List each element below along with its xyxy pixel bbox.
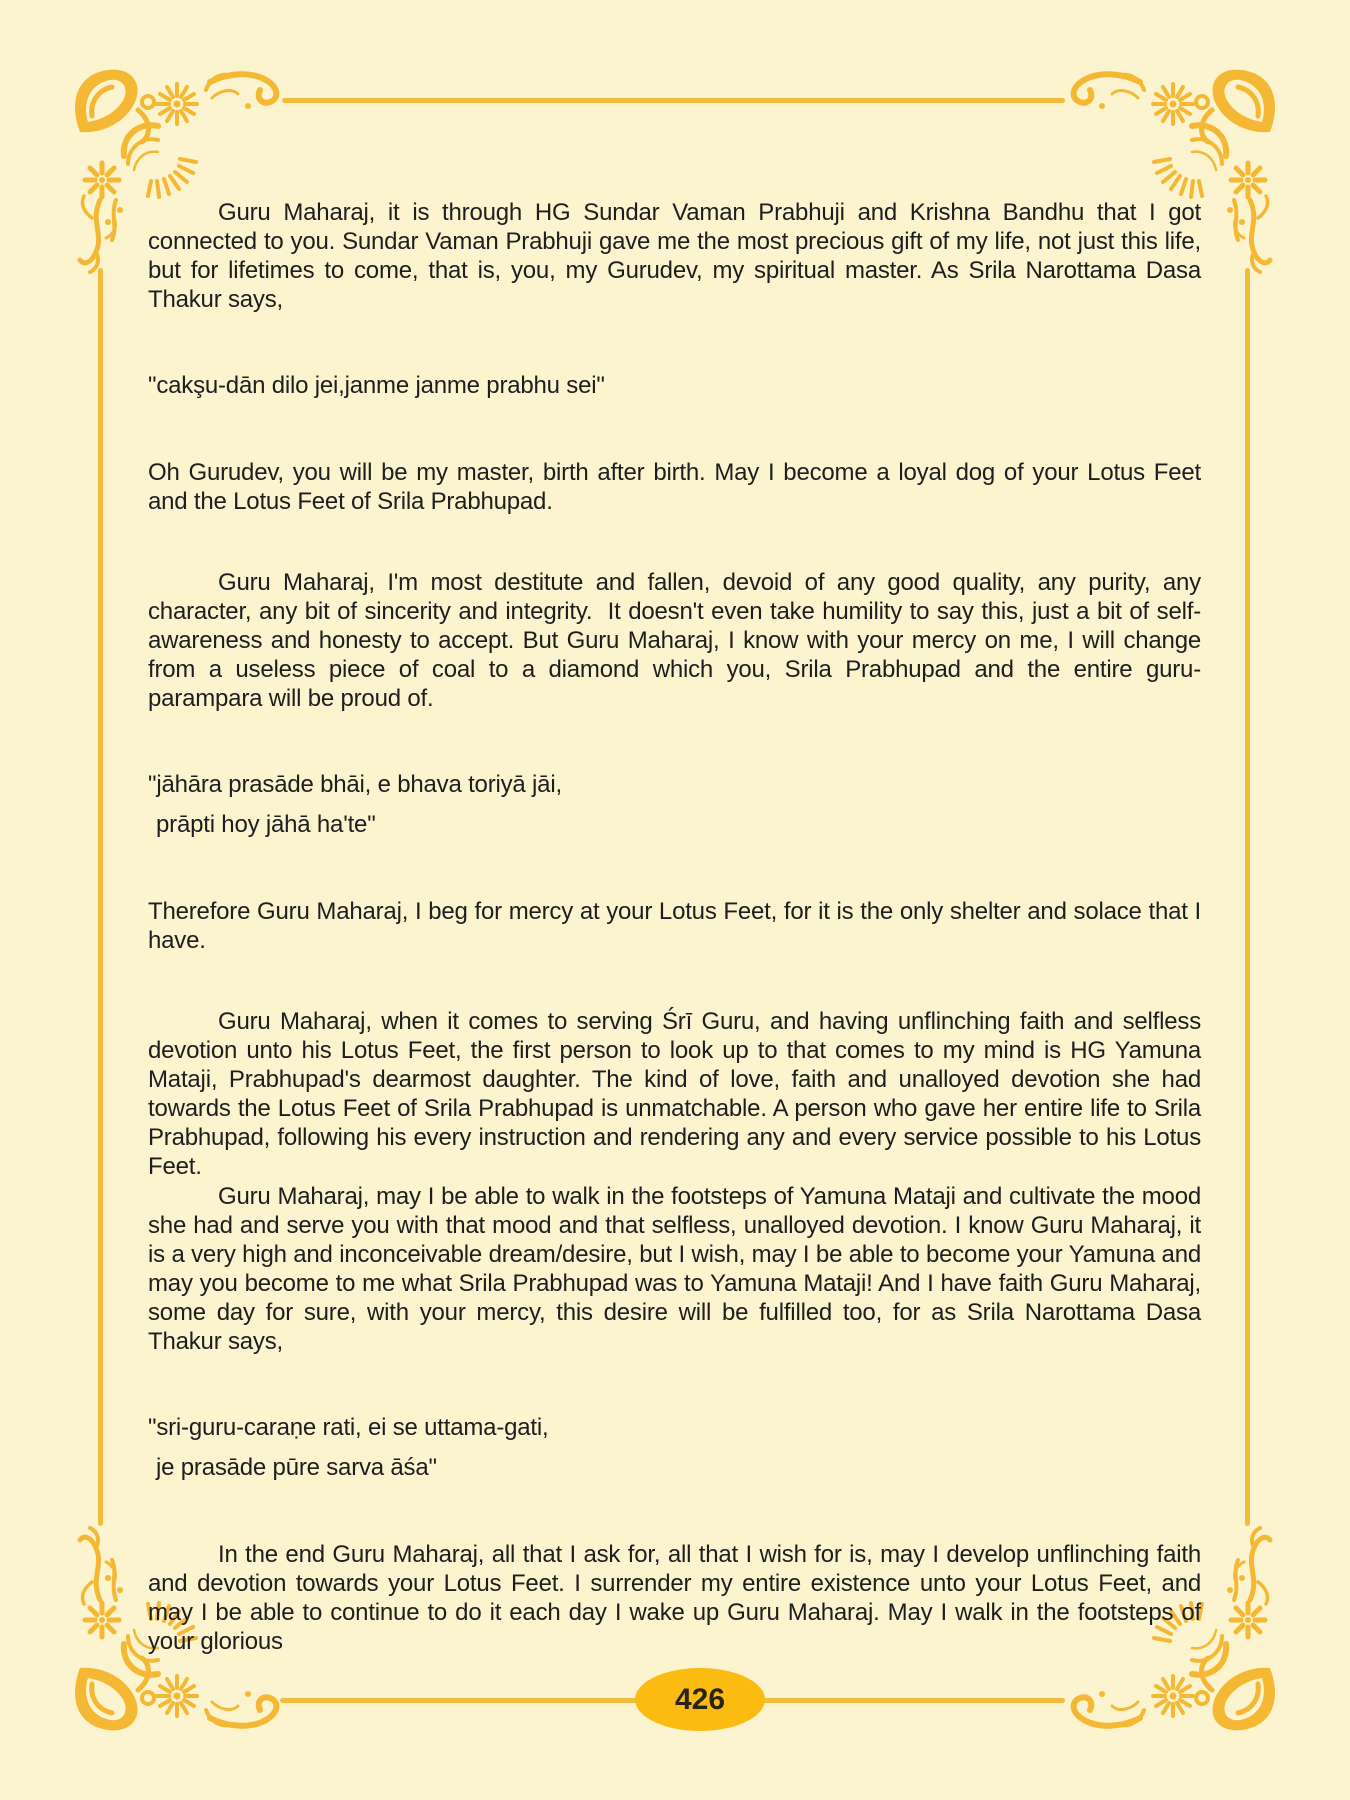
paragraph-4: Therefore Guru Maharaj, I beg for mercy at your Lotus Feet, for it is the only shelter and solace that I have. [148,898,1201,954]
verse-line: "jāhāra prasāde bhāi, e bhava toriyā jāi, [148,771,562,798]
paragraph-5: Guru Maharaj, when it comes to serving Śrī Guru, and having unflinching faith and selfless devotion unto his Lotus Feet, the first person to look up to that comes to my mind is HG Yamuna Mataji, Prabhupad's dearmost daughter. The kind of love, faith and unalloyed devotion she had towards the Lotus Feet of Srila Prabhupad is unmatchable. A person who gave her entire life to Srila Prabhupad, following his every instruction and rendering any and every service possible to his Lotus Feet. [148,1008,1201,1180]
border-line-left [98,268,103,1526]
verse-line: prāpti hoy jāhā ha'te" [156,811,376,838]
border-line-right [1245,268,1250,1526]
verse-quote-3 [148,1408,1201,1488]
verse-line: "sri-guru-caraṇe rati, ei se uttama-gati, [148,1414,549,1441]
verse-line: je prasāde pūre sarva āśa" [156,1454,437,1481]
verse-quote-1 [148,366,1201,406]
paragraph-7: In the end Guru Maharaj, all that I ask for, all that I wish for is, may I develop unflinching faith and devotion towards your Lotus Feet. I surrender my entire existence unto your Lotus Feet, and may I be able to continue to do it each day I wake up Guru Maharaj. May I walk in the footsteps of your glorious [148,1541,1201,1655]
verse-quote-2 [148,765,1201,845]
verse-line: "cakşu-dān dilo jei,janme janme prabhu sei" [148,372,605,399]
border-line-top [282,98,1065,103]
paragraph-6: Guru Maharaj, may I be able to walk in the footsteps of Yamuna Mataji and cultivate the mood she had and serve you with that mood and that selfless, unalloyed devotion. I know Guru Maharaj, it is a very high and inconceivable dream/desire, but I wish, may I be able to become your Yamuna and may you become to me what Srila Prabhupad was to Yamuna Mataji! And I have faith Guru Maharaj, some day for sure, with your mercy, this desire will be fulfilled too, for as Srila Narottama Dasa Thakur says, [148,1183,1201,1355]
page-body-text [148,198,1201,1708]
paragraph-1: Guru Maharaj, it is through HG Sundar Vaman Prabhuji and Krishna Bandhu that I got connected to you. Sundar Vaman Prabhuji gave me the most precious gift of my life, not just this life, but for lifetimes to come, that is, you, my Gurudev, my spiritual master. As Srila Narottama Dasa Thakur says, [148,199,1201,313]
page-number-badge [635,1668,765,1731]
paragraph-2: Oh Gurudev, you will be my master, birth after birth. May I become a loyal dog of your Lotus Feet and the Lotus Feet of Srila Prabhupad. [148,459,1201,515]
page-number: 426 [674,1682,726,1716]
paragraph-3: Guru Maharaj, I'm most destitute and fallen, devoid of any good quality, any purity, any character, any bit of sincerity and integrity. It doesn't even take humility to say this, just a bit of self-awareness and honesty to accept. But Guru Maharaj, I know with your mercy on me, I will change from a useless piece of coal to a diamond which you, Srila Prabhupad and the entire guru-parampara will be proud of. [148,569,1201,712]
